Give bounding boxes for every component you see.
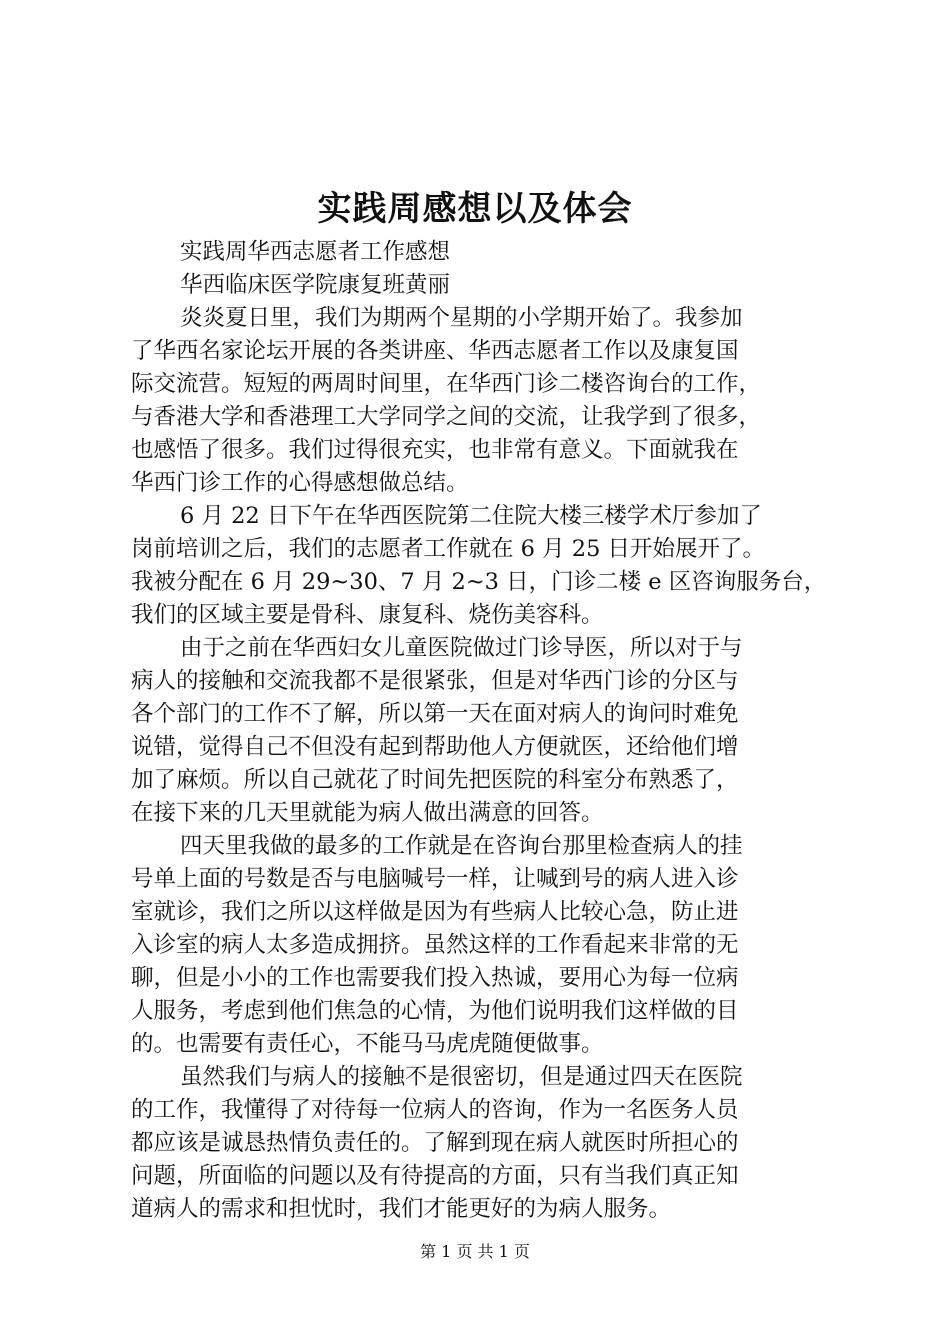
page-footer: 第 1 页 共 1 页 — [420, 1242, 530, 1261]
paragraph-line: 四天里我做的最多的工作就是在咨询台那里检查病人的挂 — [180, 833, 743, 859]
paragraph-line: 入诊室的病人太多造成拥挤。虽然这样的工作看起来非常的无 — [131, 932, 739, 958]
paragraph-line: 岗前培训之后，我们的志愿者工作就在 6 月 25 日开始展开了。 — [131, 536, 766, 562]
document-author: 华西临床医学院康复班黄丽 — [180, 272, 451, 298]
paragraph-line: 聊，但是小小的工作也需要我们投入热诚，要用心为每一位病 — [131, 965, 739, 991]
paragraph-line: 加了麻烦。所以自己就花了时间先把医院的科室分布熟悉了， — [131, 767, 739, 793]
paragraph-line: 室就诊，我们之所以这样做是因为有些病人比较心急，防止进 — [131, 899, 739, 925]
document-body — [131, 236, 831, 1226]
paragraph-1 — [131, 302, 831, 500]
paragraph-line: 道病人的需求和担忧时，我们才能更好的为病人服务。 — [131, 1196, 672, 1222]
paragraph-line: 炎炎夏日里，我们为期两个星期的小学期开始了。我参加 — [180, 305, 743, 331]
paragraph-3 — [131, 632, 831, 830]
paragraph-line: 际交流营。短短的两周时间里，在华西门诊二楼咨询台的工作， — [131, 371, 762, 397]
paragraph-line: 也感悟了很多。我们过得很充实，也非常有意义。下面就我在 — [131, 437, 739, 463]
paragraph-line: 的工作，我懂得了对待每一位病人的咨询，作为一名医务人员 — [131, 1097, 739, 1123]
paragraph-line: 了华西名家论坛开展的各类讲座、华西志愿者工作以及康复国 — [131, 338, 739, 364]
paragraph-line: 与香港大学和香港理工大学同学之间的交流，让我学到了很多， — [131, 404, 762, 430]
paragraph-line: 华西门诊工作的心得感想做总结。 — [131, 470, 469, 496]
paragraph-line: 在接下来的几天里就能为病人做出满意的回答。 — [131, 800, 604, 826]
paragraph-line: 都应该是诚恳热情负责任的。了解到现在病人就医时所担心的 — [131, 1130, 739, 1156]
paragraph-line: 各个部门的工作不了解，所以第一天在面对病人的询问时难免 — [131, 701, 739, 727]
paragraph-line: 人服务，考虑到他们焦急的心情，为他们说明我们这样做的目 — [131, 998, 739, 1024]
paragraph-line: 病人的接触和交流我都不是很紧张，但是对华西门诊的分区与 — [131, 668, 739, 694]
paragraph-line: 由于之前在华西妇女儿童医院做过门诊导医，所以对于与 — [180, 635, 743, 661]
paragraph-line: 号单上面的号数是否与电脑喊号一样，让喊到号的病人进入诊 — [131, 866, 739, 892]
paragraph-4 — [131, 830, 831, 1061]
paragraph-5 — [131, 1061, 831, 1226]
paragraph-2 — [131, 500, 831, 632]
document-title: 实践周感想以及体会 — [317, 189, 633, 229]
paragraph-line: 的。也需要有责任心，不能马马虎虎随便做事。 — [131, 1031, 604, 1057]
paragraph-line: 虽然我们与病人的接触不是很密切，但是通过四天在医院 — [180, 1064, 743, 1090]
paragraph-line: 说错，觉得自己不但没有起到帮助他人方便就医，还给他们增 — [131, 734, 739, 760]
paragraph-line: 我们的区域主要是骨科、康复科、烧伤美容科。 — [131, 602, 604, 628]
paragraph-line: 问题，所面临的问题以及有待提高的方面，只有当我们真正知 — [131, 1163, 739, 1189]
paragraph-line: 6 月 22 日下午在华西医院第二住院大楼三楼学术厅参加了 — [180, 503, 762, 529]
document-subtitle: 实践周华西志愿者工作感想 — [180, 239, 451, 265]
paragraph-line: 我被分配在 6 月 29~30、7 月 2~3 日，门诊二楼 e 区咨询服务台， — [131, 569, 827, 595]
